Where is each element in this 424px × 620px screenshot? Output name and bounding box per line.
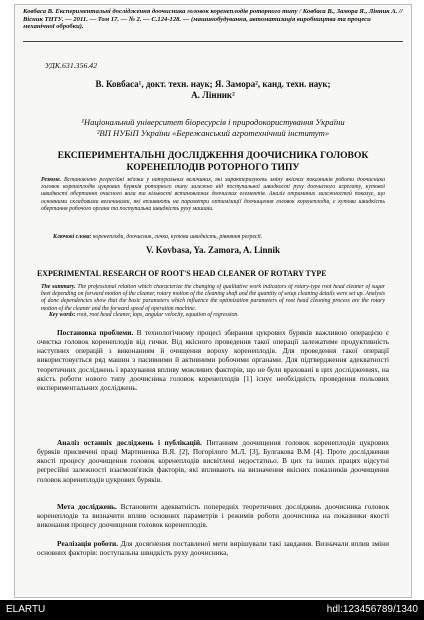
summary-text: The professional relation which characterize the changing of qualitative work indicators of rotary-type root head cleaner of sugar beet depending on forward motion of the cleaner, rotary motion of the cleaning shaft and the quantity of setup cleaning details were set up. Analysis of done dependencies show that the basic parameters which influence the optimization parameters of root head cleaning process are the rotary motion of the cleaner and the forward speed of operation machine. [41,284,385,312]
affiliation-1: ¹Національний університет біоресурсів і природокористування України [81,117,345,127]
section-body: Питанням доочищення головок коренеплодів цукрових буряків присвячені праці Мартиненка В.Я. [2], Погорілого М.Л. [3], Булгакова В.М [4]. Проте дослідження якості процесу доочищення головок коренеплодів висвітлені недостатньо. В цих та інших працях відсутні регресійні залежності взаємозв'язків факторів, які впливають на визначення якісних показників доочищення головок коренеплодів цукрових буряків. [37,438,389,484]
handle-identifier[interactable]: hdl:123456789/1340 [326,604,418,615]
abstract-label: Резюме. [41,177,62,183]
section-analysis [37,438,389,502]
document-page [14,4,412,598]
affiliations [15,117,411,139]
section-heading: Мета досліджень. [57,502,117,511]
keywords-ukrainian [53,234,385,241]
affiliation-2: ²ВП НУБіП України «Бережанський агротехнічний інститут» [96,128,330,138]
section-heading: Аналіз останніх досліджень і публікацій. [57,438,202,447]
authors-line-1: В. Ковбаса¹, докт. техн. наук; Я. Замора², канд. техн. наук; [95,79,331,89]
authors-english: V. Kovbasa, Ya. Zamora, A. Linnik [145,245,281,255]
section-heading: Реалізація роботи. [57,539,119,548]
keywords-text: коренеплоди, доочисник, гичка, кутова швидкість, рівняння регресії. [91,234,263,240]
viewer-footer [0,600,424,620]
abstract-ukrainian [41,177,385,235]
authors-line-2: А. Лінник² [191,90,235,100]
keywords-label: Ключові слова: [53,234,92,240]
section-body: В технологічному процесі збирання цукрових буряків важливою операцією є очистка головок коренеплодів від гички. Від якісного проведення такої операції залежатиме продуктивність наступних операцій з виконанням й очищення вороху коренеплодів. Для проведення такої операції використовується ряд машин з пасивними й активними робочими органами. Для підтвердження адекватності теоретичних досліджень і врахування впливу можливих факторів, що не були враховані в цих дослідженнях, на якість роботи нового типу доочисника головок коренеплодів [1] існує необхідність проведення польових експериментальних досліджень. [37,328,389,392]
section-body: Встановити адекватність попередніх теоретичних досліджень доочисника головок коренеплодів та визначити вплив основних параметрів і режимів роботи доочисника на показники якості виконання процесу доочищення головок коренеплодів. [37,502,389,530]
summary-label: The summary. [41,284,76,290]
authors-ukrainian [15,79,411,101]
citation: Ковбаса В. Експериментальні дослідження доочисника головок коренеплодів роторного типу / Ковбаса В., Замора Я., Лінник А. // Вісник ТНТУ. — 2011. — Том 17. — № 2. — С.124-128. — (машинобудування, автоматизація виробництва та процеси механічної обробки). [23,8,403,42]
repository-name[interactable]: ELARTU [6,604,46,615]
keywords-en-label: Key words: [49,312,76,318]
section-implementation [37,539,389,559]
title-english: EXPERIMENTAL RESEARCH OF ROOT'S HEAD CLEANER OF ROTARY TYPE [37,269,327,278]
abstract-english [41,284,385,313]
section-body: Для досягнення поставленої мети вирішували такі завдання. Визначали вплив зміни основних факторів: поступальна швидкість руху доочисника, [37,539,389,558]
section-heading: Постановка проблеми. [57,328,134,337]
section-goal [37,502,389,539]
abstract-text: Встановлено регресійні зв'язки у натуральних величинах, які характеризують зміну якісних показників роботи доочисника головок коренеплодів цукрових буряків роторного типу залежно від поступальної швидкості руху доочисного агрегату, кутової швидкості обертання очисного вала та кількості встановлених доочисних елементів. Аналіз отриманих залежностей показує, що основними складовими величинами, які впливають на параметри оптимізації доочищення головок коренеплодів, є кутова швидкість обертання робочого органа та поступальна швидкість руху машини. [41,177,385,212]
udk-code: УДК.631.356.42 [45,61,98,70]
keywords-en-text: root, root head cleaner, tops, angular velocity, equation of regression. [75,312,239,318]
keywords-english [49,312,385,319]
title-ukrainian: ЕКСПЕРИМЕНТАЛЬНІ ДОСЛІДЖЕННЯ ДООЧИСНИКА ГОЛОВОК КОРЕНЕПЛОДІВ РОТОРНОГО ТИПУ [57,150,369,173]
section-problem [37,328,389,438]
